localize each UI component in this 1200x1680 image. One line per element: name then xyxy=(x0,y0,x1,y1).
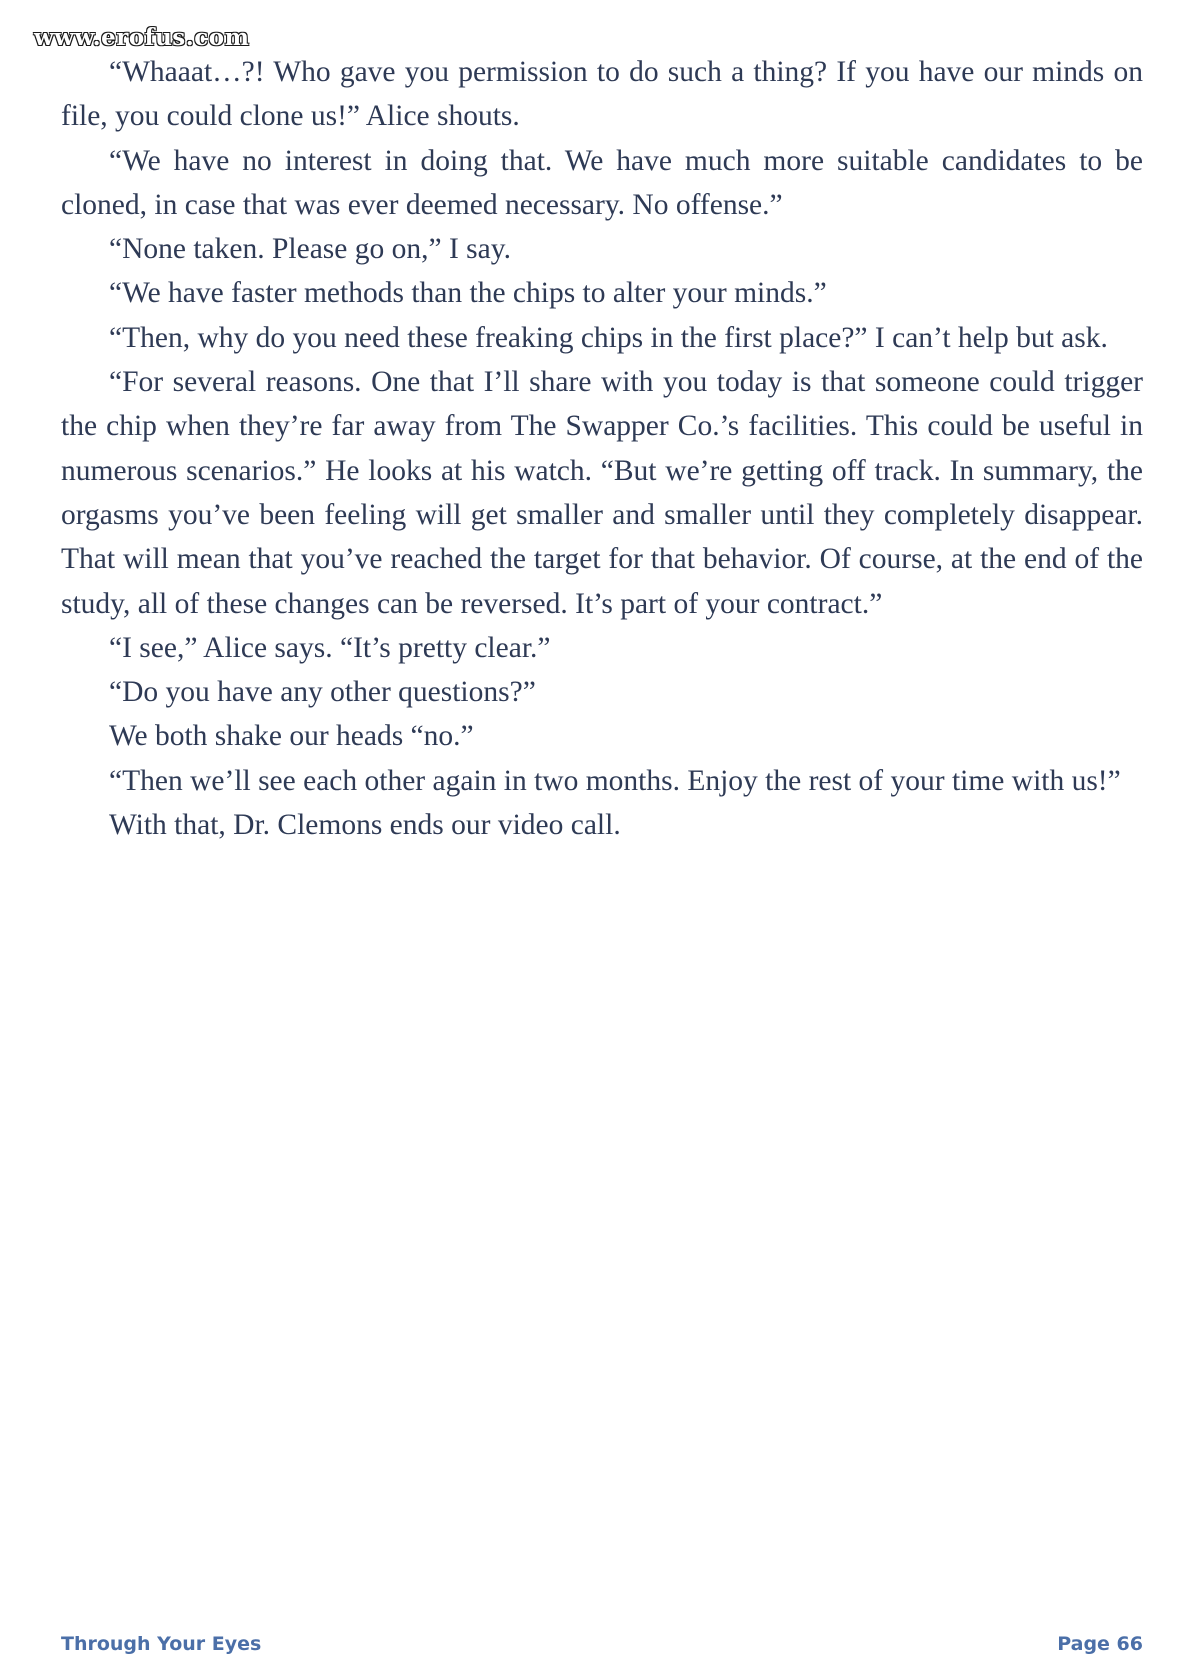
page-number: Page 66 xyxy=(1057,1633,1143,1655)
paragraph: “We have no interest in doing that. We have much more suitable candidates to be cloned, in case that was ever deemed necessary. No offense.” xyxy=(61,144,1143,221)
paragraph: “Whaaat…?! Who gave you permission to do such a thing? If you have our minds on file, you could clone us!” Alice shouts. xyxy=(61,56,1143,133)
paragraph: “Then, why do you need these freaking chips in the first place?” I can’t help but ask. xyxy=(109,321,1108,354)
paragraph: With that, Dr. Clemons ends our video call. xyxy=(109,809,621,842)
paragraph: “I see,” Alice says. “It’s pretty clear.” xyxy=(109,631,551,664)
page-body xyxy=(61,50,1143,847)
paragraph: “Do you have any other questions?” xyxy=(109,676,536,709)
paragraph: “We have faster methods than the chips to alter your minds.” xyxy=(109,277,827,310)
paragraph: We both shake our heads “no.” xyxy=(109,720,474,753)
paragraph: “Then we’ll see each other again in two months. Enjoy the rest of your time with us!” xyxy=(109,764,1121,797)
watermark: www.erofus.com xyxy=(34,24,250,51)
paragraph: “None taken. Please go on,” I say. xyxy=(109,233,511,266)
book-title: Through Your Eyes xyxy=(61,1633,262,1655)
paragraph: “For several reasons. One that I’ll share with you today is that someone could trigger the chip when they’re far away from The Swapper Co.’s facilities. This could be useful in numerous scenarios.” He looks at his watch. “But we’re getting off track. In summary, the orgasms you’ve been feeling will get smaller and smaller until they completely disappear. That will mean that you’ve reached the target for that behavior. Of course, at the end of the study, all of these changes can be reversed. It’s part of your contract.” xyxy=(61,366,1143,620)
